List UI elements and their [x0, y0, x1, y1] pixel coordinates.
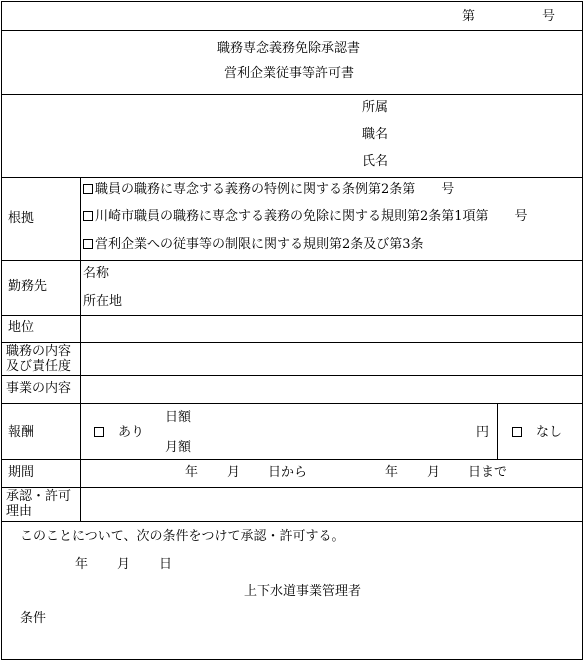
- divider: [2, 342, 582, 343]
- workplace-label: 勤務先: [8, 279, 48, 294]
- checkbox[interactable]: [83, 239, 93, 249]
- from-day-label: 日から: [268, 465, 308, 480]
- from-month-label: 月: [227, 465, 241, 480]
- yen-label: 円: [476, 425, 490, 440]
- remuneration-yes-option[interactable]: あり: [94, 426, 144, 439]
- authority-label: 上下水道事業管理者: [244, 584, 362, 599]
- form-frame: [1, 1, 583, 660]
- conditions-label: 条件: [20, 611, 47, 626]
- to-year-label: 年: [385, 465, 399, 480]
- title-line2: 営利企業従事等許可書: [224, 66, 355, 81]
- daily-amount-label: 日額: [165, 410, 192, 425]
- duties-label-line1: 職務の内容: [6, 344, 72, 359]
- rank-label: 地位: [8, 320, 35, 335]
- remuneration-divider: [497, 403, 498, 459]
- basis-item-2[interactable]: 川崎市職員の職務に専念する義務の免除に関する規則第2条第1項第 号: [83, 210, 528, 223]
- name-label: 氏名: [362, 154, 389, 169]
- position-title-label: 職名: [362, 127, 389, 142]
- divider: [2, 521, 582, 522]
- divider: [2, 375, 582, 376]
- remuneration-no-option[interactable]: なし: [512, 426, 562, 439]
- checkbox[interactable]: [83, 211, 93, 221]
- basis-label: 根拠: [8, 211, 35, 226]
- divider: [2, 177, 582, 178]
- workplace-address-label: 所在地: [83, 294, 123, 309]
- divider: [2, 459, 582, 460]
- checkbox[interactable]: [512, 427, 522, 437]
- period-label: 期間: [8, 465, 35, 480]
- label-column-divider: [80, 177, 81, 521]
- approval-year-label: 年: [75, 557, 89, 572]
- checkbox[interactable]: [94, 427, 104, 437]
- business-label: 事業の内容: [6, 381, 72, 396]
- monthly-amount-label: 月額: [165, 440, 192, 455]
- remuneration-label: 報酬: [8, 425, 35, 440]
- approval-month-label: 月: [117, 557, 131, 572]
- divider: [2, 315, 582, 316]
- approval-statement: このことについて、次の条件をつけて承認・許可する。: [20, 529, 345, 544]
- number-dai-label: 第: [462, 9, 476, 24]
- divider: [2, 30, 582, 31]
- approval-day-label: 日: [159, 557, 173, 572]
- number-go-label: 号: [542, 9, 556, 24]
- from-year-label: 年: [185, 465, 199, 480]
- divider: [2, 403, 582, 404]
- title-line1: 職務専念義務免除承認書: [217, 41, 361, 56]
- to-day-label: 日まで: [468, 465, 508, 480]
- divider: [2, 94, 582, 95]
- reason-label-line2: 理由: [6, 504, 33, 519]
- basis-item-3[interactable]: 営利企業への従事等の制限に関する規則第2条及び第3条: [83, 238, 424, 251]
- affiliation-label: 所属: [362, 100, 389, 115]
- workplace-name-label: 名称: [83, 266, 110, 281]
- reason-label-line1: 承認・許可: [6, 489, 72, 504]
- basis-item-1[interactable]: 職員の職務に専念する義務の特例に関する条例第2条第 号: [83, 183, 454, 196]
- checkbox[interactable]: [83, 184, 93, 194]
- duties-label-line2: 及び責任度: [6, 359, 72, 374]
- to-month-label: 月: [427, 465, 441, 480]
- divider: [2, 260, 582, 261]
- divider: [2, 487, 582, 488]
